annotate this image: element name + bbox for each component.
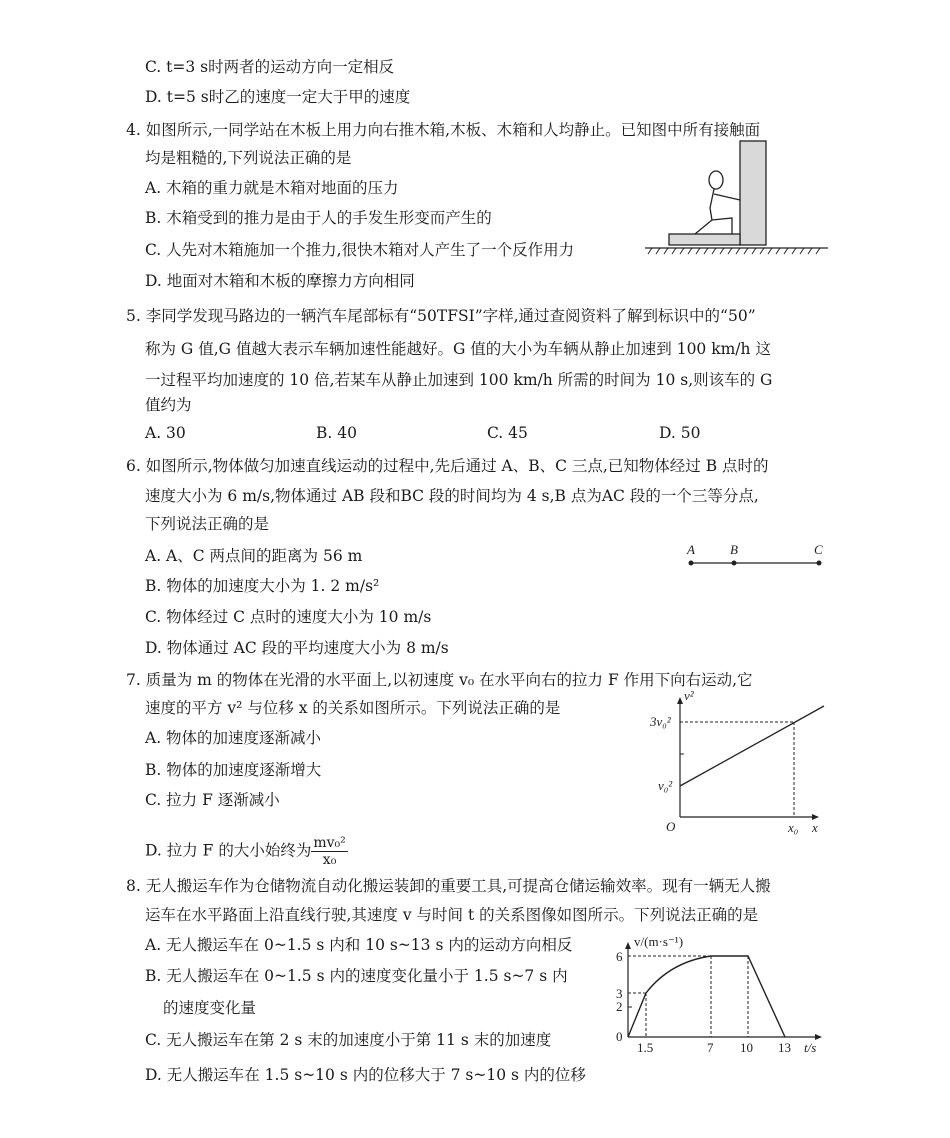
x-axis-label: x bbox=[812, 820, 818, 835]
y-tick-3: 3 bbox=[616, 986, 623, 1001]
q3-option-c: C. t=3 s时两者的运动方向一定相反 bbox=[145, 58, 395, 76]
q5-option-b: B. 40 bbox=[316, 424, 357, 442]
point-b bbox=[732, 561, 737, 566]
x-tick-13: 13 bbox=[778, 1040, 791, 1055]
label-c: C bbox=[814, 542, 823, 557]
y-tick-6: 6 bbox=[616, 949, 623, 964]
q6-stem-line3: 下列说法正确的是 bbox=[145, 515, 270, 533]
q6-stem-line2: 速度大小为 6 m/s,物体通过 AB 段和BC 段的时间均为 4 s,B 点为AC 段的一个三等分点, bbox=[145, 487, 759, 505]
q7-option-d-text: D. 拉力 F 的大小始终为 bbox=[145, 841, 312, 860]
q5-option-d: D. 50 bbox=[659, 424, 701, 442]
q4-option-d: D. 地面对木箱和木板的摩擦力方向相同 bbox=[145, 272, 415, 290]
y-axis-label: v/(m·s⁻¹) bbox=[634, 934, 684, 949]
label-b: B bbox=[730, 542, 738, 557]
q4-option-a: A. 木箱的重力就是木箱对地面的压力 bbox=[145, 179, 399, 197]
q6-option-a: A. A、C 两点间的距离为 56 m bbox=[145, 547, 363, 565]
q8-option-b: B. 无人搬运车在 0~1.5 s 内的速度变化量小于 1.5 s~7 s 内 bbox=[145, 967, 568, 985]
q6-option-d: D. 物体通过 AC 段的平均速度大小为 8 m/s bbox=[145, 639, 449, 657]
q5-stem-line2: 称为 G 值,G 值越大表示车辆加速性能越好。G 值的大小为车辆从静止加速到 100 km/h 这 bbox=[145, 340, 771, 358]
fraction bbox=[311, 835, 347, 868]
q8-v-t-graph bbox=[610, 930, 830, 1060]
q6-option-c: C. 物体经过 C 点时的速度大小为 10 m/s bbox=[145, 608, 432, 626]
q7-stem-line1: 7. 质量为 m 的物体在光滑的水平面上,以初速度 v₀ 在水平向右的拉力 F 作用下向右运动,它 bbox=[126, 671, 753, 689]
y-tick-v0sq: v₀² bbox=[658, 778, 673, 793]
q7-stem-line2: 速度的平方 v² 与位移 x 的关系如图所示。下列说法正确的是 bbox=[145, 699, 561, 717]
x-axis-label: t/s bbox=[804, 1040, 817, 1055]
q8-option-b-cont: 的速度变化量 bbox=[163, 999, 257, 1017]
x-tick-x0: x₀ bbox=[788, 820, 799, 835]
q5-option-a: A. 30 bbox=[145, 424, 186, 442]
denominator: x₀ bbox=[322, 852, 337, 868]
q8-option-c: C. 无人搬运车在第 2 s 末的加速度小于第 11 s 末的加速度 bbox=[145, 1031, 552, 1049]
y-tick-3v0sq: 3v₀² bbox=[650, 714, 671, 729]
q4-option-c: C. 人先对木箱施加一个推力,很快木箱对人产生了一个反作用力 bbox=[145, 241, 575, 259]
x-tick-1-5: 1.5 bbox=[637, 1040, 654, 1055]
point-a bbox=[689, 561, 694, 566]
q5-stem-line3: 一过程平均加速度的 10 倍,若某车从静止加速到 100 km/h 所需的时间为 10 s,则该车的 G bbox=[145, 371, 773, 389]
q3-option-d: D. t=5 s时乙的速度一定大于甲的速度 bbox=[145, 88, 411, 106]
q8-stem-line1: 8. 无人搬运车作为仓储物流自动化搬运装卸的重要工具,可提高仓储运输效率。现有一辆无人搬 bbox=[126, 877, 771, 895]
y-tick-2: 2 bbox=[616, 999, 623, 1014]
q7-option-c: C. 拉力 F 逐渐减小 bbox=[145, 791, 280, 809]
label-a: A bbox=[687, 542, 695, 557]
numerator: mv₀² bbox=[313, 835, 346, 851]
x-tick-10: 10 bbox=[740, 1040, 753, 1055]
origin-label: O bbox=[666, 819, 676, 834]
q6-stem-line1: 6. 如图所示,物体做匀加速直线运动的过程中,先后通过 A、B、C 三点,已知物体经过 B 点时的 bbox=[126, 457, 769, 475]
q6-option-b: B. 物体的加速度大小为 1. 2 m/s² bbox=[145, 577, 380, 595]
q5-stem-line1: 5. 李同学发现马路边的一辆汽车尾部标有“50TFSI”字样,通过查阅资料了解到标识中的“50” bbox=[126, 307, 756, 325]
q7-option-a: A. 物体的加速度逐渐减小 bbox=[145, 729, 322, 747]
q7-option-d bbox=[145, 835, 348, 868]
q8-stem-line2: 运车在水平路面上沿直线行驶,其速度 v 与时间 t 的关系图像如图所示。下列说法正确的是 bbox=[145, 906, 759, 924]
point-c bbox=[817, 561, 822, 566]
q4-option-b: B. 木箱受到的推力是由于人的手发生形变而产生的 bbox=[145, 209, 492, 227]
q8-option-d: D. 无人搬运车在 1.5 s~10 s 内的位移大于 7 s~10 s 内的位移 bbox=[145, 1066, 586, 1084]
y-axis-label: v² bbox=[684, 688, 694, 703]
q4-stem-line2: 均是粗糙的,下列说法正确的是 bbox=[145, 149, 352, 167]
q5-stem-line4: 值约为 bbox=[145, 396, 192, 414]
q4-stem-line1: 4. 如图所示,一同学站在木板上用力向右推木箱,木板、木箱和人均静止。已知图中所有接触面 bbox=[126, 121, 761, 139]
q4-figure-person-pushing-box bbox=[640, 138, 830, 258]
q7-v2-x-graph bbox=[640, 670, 840, 840]
x-tick-7: 7 bbox=[707, 1040, 714, 1055]
q6-figure-points-abc bbox=[680, 540, 830, 570]
q5-option-c: C. 45 bbox=[487, 424, 528, 442]
q8-option-a: A. 无人搬运车在 0~1.5 s 内和 10 s~13 s 内的运动方向相反 bbox=[145, 936, 573, 954]
y-tick-0: 0 bbox=[616, 1029, 623, 1044]
q7-option-b: B. 物体的加速度逐渐增大 bbox=[145, 761, 322, 779]
